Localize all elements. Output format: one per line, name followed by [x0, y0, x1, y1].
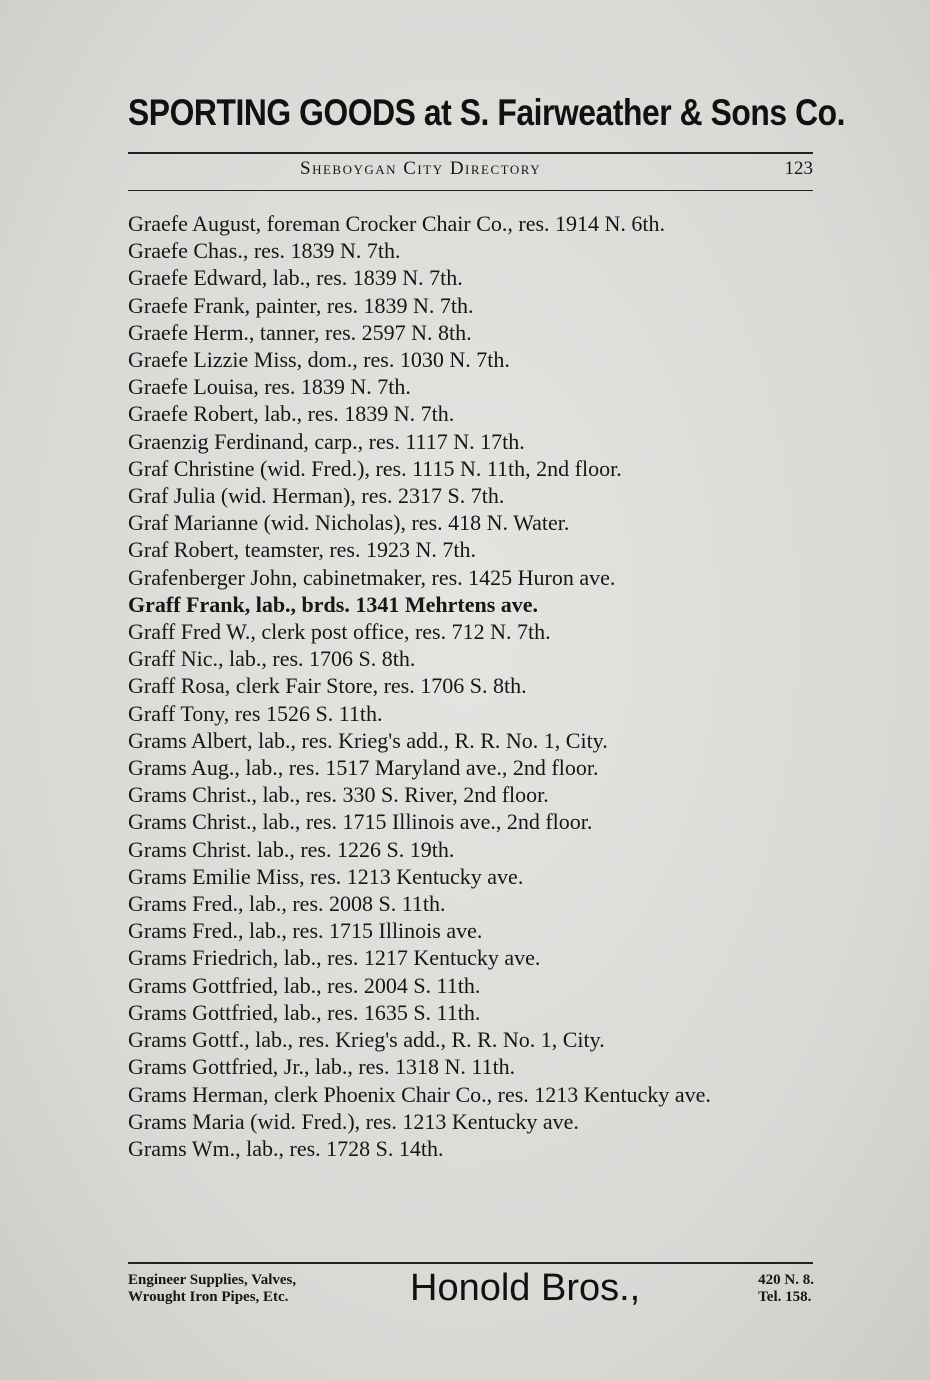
- directory-entry: Grams Friedrich, lab., res. 1217 Kentucky ave.: [128, 945, 541, 971]
- footer-ad-services-line1: Engineer Supplies, Valves,: [128, 1272, 297, 1288]
- directory-entry: Grams Gottfried, Jr., lab., res. 1318 N. 11th.: [128, 1054, 516, 1080]
- directory-entry: Graff Fred W., clerk post office, res. 712 N. 7th.: [128, 619, 551, 645]
- directory-entry: Graefe Lizzie Miss, dom., res. 1030 N. 7th.: [128, 347, 510, 373]
- header-rule-top: [128, 152, 813, 154]
- directory-entry: Grams Gottfried, lab., res. 1635 S. 11th.: [128, 999, 481, 1025]
- directory-entry: Graf Julia (wid. Herman), res. 2317 S. 7th.: [128, 483, 505, 509]
- header-advertisement: SPORTING GOODS at S. Fairweather & Sons Co.: [128, 92, 846, 133]
- directory-entry: Graff Frank, lab., brds. 1341 Mehrtens ave.: [128, 591, 539, 617]
- footer-rule: [128, 1262, 813, 1264]
- directory-entry: Graf Christine (wid. Fred.), res. 1115 N. 11th, 2nd floor.: [128, 455, 622, 481]
- footer-advertisement: [128, 1266, 818, 1336]
- footer-ad-services: [128, 1272, 296, 1306]
- directory-entry: Grams Fred., lab., res. 1715 Illinois ave.: [128, 918, 483, 944]
- directory-entry: Graefe Herm., tanner, res. 2597 N. 8th.: [128, 319, 472, 345]
- footer-ad-address: 420 N. 8.: [758, 1272, 814, 1288]
- directory-entry: Grams Albert, lab., res. Krieg's add., R. R. No. 1, City.: [128, 727, 608, 753]
- directory-entry: Graff Rosa, clerk Fair Store, res. 1706 S. 8th.: [128, 673, 527, 699]
- directory-entry: Graefe Chas., res. 1839 N. 7th.: [128, 238, 401, 264]
- directory-entry: Grams Emilie Miss, res. 1213 Kentucky ave.: [128, 863, 524, 889]
- directory-title: Sheboygan City Directory: [300, 158, 542, 179]
- directory-entries: [128, 210, 818, 1162]
- directory-entry: Grams Christ. lab., res. 1226 S. 19th.: [128, 836, 455, 862]
- directory-entry: Grams Fred., lab., res. 2008 S. 11th.: [128, 891, 446, 917]
- directory-entry: Graefe Louisa, res. 1839 N. 7th.: [128, 374, 411, 400]
- directory-entry: Graf Marianne (wid. Nicholas), res. 418 N. Water.: [128, 510, 570, 536]
- header-rule-bottom: [128, 190, 813, 191]
- directory-entry: Graf Robert, teamster, res. 1923 N. 7th.: [128, 537, 476, 563]
- directory-entry: Graefe Robert, lab., res. 1839 N. 7th.: [128, 401, 455, 427]
- directory-entry: Graff Tony, res 1526 S. 11th.: [128, 700, 383, 726]
- directory-entry: Grafenberger John, cabinetmaker, res. 1425 Huron ave.: [128, 564, 616, 590]
- directory-entry: Graefe Frank, painter, res. 1839 N. 7th.: [128, 292, 474, 318]
- directory-entry: Graff Nic., lab., res. 1706 S. 8th.: [128, 646, 416, 672]
- directory-entry: Graenzig Ferdinand, carp., res. 1117 N. 17th.: [128, 428, 525, 454]
- directory-entry: Grams Christ., lab., res. 330 S. River, 2nd floor.: [128, 782, 549, 808]
- footer-ad-company-name: Honold Bros.,: [410, 1267, 641, 1309]
- directory-entry: Grams Wm., lab., res. 1728 S. 14th.: [128, 1135, 444, 1161]
- running-head: [128, 158, 813, 184]
- footer-ad-telephone: Tel. 158.: [758, 1289, 812, 1305]
- footer-ad-contact: [758, 1272, 814, 1306]
- directory-entry: Grams Gottf., lab., res. Krieg's add., R. R. No. 1, City.: [128, 1027, 605, 1053]
- directory-entry: Graefe August, foreman Crocker Chair Co., res. 1914 N. 6th.: [128, 211, 666, 236]
- directory-entry: Graefe Edward, lab., res. 1839 N. 7th.: [128, 265, 463, 291]
- directory-entry: Grams Herman, clerk Phoenix Chair Co., res. 1213 Kentucky ave.: [128, 1081, 711, 1107]
- directory-entry: Grams Aug., lab., res. 1517 Maryland ave., 2nd floor.: [128, 755, 599, 781]
- page-number: 123: [784, 158, 813, 179]
- footer-ad-services-line2: Wrought Iron Pipes, Etc.: [128, 1289, 289, 1305]
- directory-entry: Grams Christ., lab., res. 1715 Illinois ave., 2nd floor.: [128, 809, 593, 835]
- directory-entry: Grams Maria (wid. Fred.), res. 1213 Kentucky ave.: [128, 1108, 579, 1134]
- directory-entry: Grams Gottfried, lab., res. 2004 S. 11th.: [128, 972, 481, 998]
